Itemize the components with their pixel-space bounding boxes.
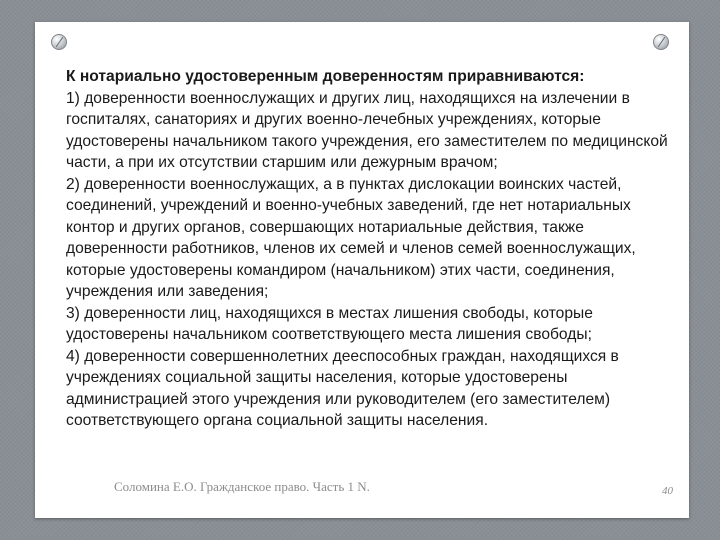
list-item: 2) доверенности военнослужащих, а в пунктах дислокации воинских частей, соединений, учреждений и военно-учебных заведений, где нет нотариальных контор и других органов, совершающих нотариальные действия, также доверенности работников, членов их семей и членов семей военнослужащих, которые удостоверены командиром (начальником) этих части, соединения, учреждения или заведения;: [66, 175, 636, 300]
pin-icon: [653, 34, 669, 50]
list-item: 3) доверенности лиц, находящихся в местах лишения свободы, которые удостоверены начальником соответствующего места лишения свободы;: [66, 304, 593, 343]
page-number: 40: [662, 485, 673, 497]
list-item: 1) доверенности военнослужащих и других лиц, находящихся на излечении в госпиталях, санаториях и других военно-лечебных учреждениях, которые удостоверены начальником такого учреждения, его заместителем по медицинской части, а при их отсутствии старшим или дежурным врачом;: [66, 89, 668, 171]
footer-text: Соломина Е.О. Гражданское право. Часть 1 N.: [114, 479, 370, 494]
pin-icon: [51, 34, 67, 50]
slide-heading: К нотариально удостоверенным доверенностям приравниваются:: [66, 68, 585, 85]
slide-card: [35, 22, 689, 518]
list-item: 4) доверенности совершеннолетних дееспособных граждан, находящихся в учреждениях социальной защиты населения, которые удостоверены администрацией этого учреждения или руководителем (его заместителем) соответствующего органа социальной защиты населения.: [66, 347, 619, 429]
slide-content: [66, 66, 682, 432]
